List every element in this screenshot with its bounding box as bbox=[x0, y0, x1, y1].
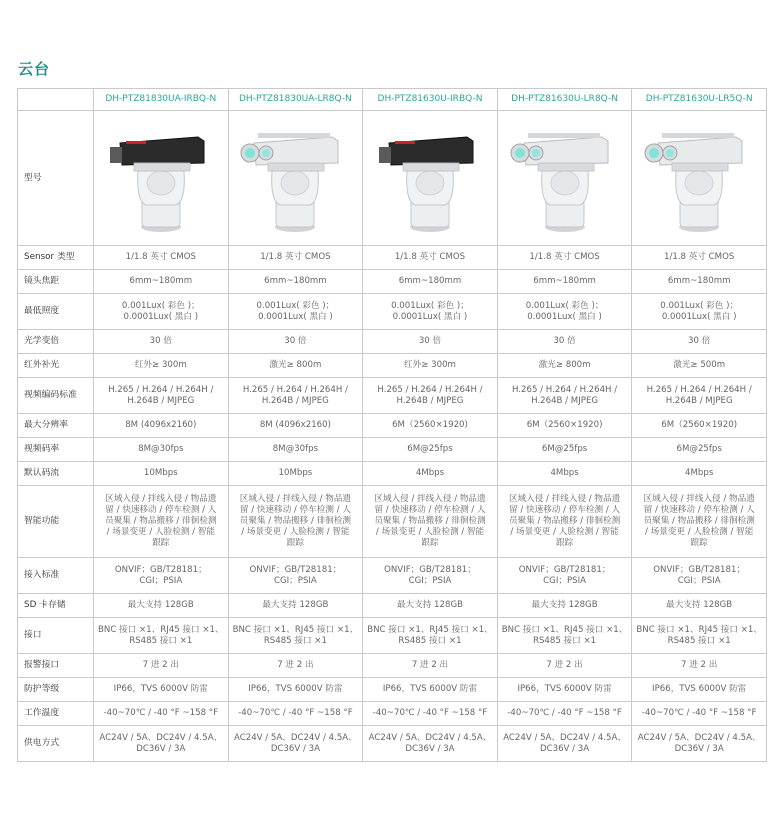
spec-label: 防护等级 bbox=[18, 678, 94, 702]
spec-value: 6mm~180mm bbox=[228, 270, 363, 294]
spec-value: 1/1.8 英寸 CMOS bbox=[363, 246, 498, 270]
spec-value: -40~70℃ / -40 °F ~158 °F bbox=[497, 702, 632, 726]
spec-value: ONVIF；GB/T28181； CGI；PSIA bbox=[94, 558, 229, 594]
spec-value: AC24V / 5A、DC24V / 4.5A、 DC36V / 3A bbox=[228, 726, 363, 762]
spec-value: 7 进 2 出 bbox=[363, 654, 498, 678]
image-row-label: 型号 bbox=[18, 111, 94, 246]
spec-value: 30 倍 bbox=[228, 330, 363, 354]
spec-value: AC24V / 5A、DC24V / 4.5A、 DC36V / 3A bbox=[497, 726, 632, 762]
spec-value: 0.001Lux( 彩色 )； 0.0001Lux( 黑白 ) bbox=[497, 294, 632, 330]
spec-value: AC24V / 5A、DC24V / 4.5A、 DC36V / 3A bbox=[363, 726, 498, 762]
spec-value: 6M（2560×1920) bbox=[632, 414, 767, 438]
spec-value: 30 倍 bbox=[94, 330, 229, 354]
spec-value: 区域入侵 / 拌线入侵 / 物品遗 留 / 快速移动 / 停车检测 / 人 员聚集 / 物品搬移 / 徘徊检测 / 场景变更 / 人脸检测 / 智能 跟踪 bbox=[94, 486, 229, 558]
spec-value: 红外≥ 300m bbox=[94, 354, 229, 378]
model-header-row bbox=[18, 89, 767, 111]
spec-value: 最大支持 128GB bbox=[228, 594, 363, 618]
spec-value: 4Mbps bbox=[632, 462, 767, 486]
spec-value: 6mm~180mm bbox=[632, 270, 767, 294]
spec-value: 最大支持 128GB bbox=[363, 594, 498, 618]
spec-value: 区域入侵 / 拌线入侵 / 物品遗 留 / 快速移动 / 停车检测 / 人 员聚集 / 物品搬移 / 徘徊检测 / 场景变更 / 人脸检测 / 智能 跟踪 bbox=[632, 486, 767, 558]
spec-value: 6mm~180mm bbox=[363, 270, 498, 294]
spec-value: 最大支持 128GB bbox=[94, 594, 229, 618]
spec-value: 4Mbps bbox=[363, 462, 498, 486]
spec-row bbox=[18, 558, 767, 594]
spec-value: 0.001Lux( 彩色 )； 0.0001Lux( 黑白 ) bbox=[632, 294, 767, 330]
spec-label: 接入标准 bbox=[18, 558, 94, 594]
spec-value: ONVIF；GB/T28181； CGI；PSIA bbox=[363, 558, 498, 594]
spec-value: 7 进 2 出 bbox=[632, 654, 767, 678]
spec-value: 6M（2560×1920) bbox=[363, 414, 498, 438]
spec-value: BNC 接口 ×1、RJ45 接口 ×1、 RS485 接口 ×1 bbox=[363, 618, 498, 654]
model-name-cell: DH-PTZ81830UA-IRBQ-N bbox=[94, 89, 229, 111]
spec-row bbox=[18, 414, 767, 438]
spec-value: H.265 / H.264 / H.264H / H.264B / MJPEG bbox=[632, 378, 767, 414]
spec-label: Sensor 类型 bbox=[18, 246, 94, 270]
spec-value: 6mm~180mm bbox=[94, 270, 229, 294]
spec-value: 激光≥ 800m bbox=[497, 354, 632, 378]
spec-value: 30 倍 bbox=[497, 330, 632, 354]
spec-value: 6mm~180mm bbox=[497, 270, 632, 294]
camera-image-cell bbox=[497, 111, 632, 246]
spec-value: BNC 接口 ×1、RJ45 接口 ×1、 RS485 接口 ×1 bbox=[632, 618, 767, 654]
spec-value: 7 进 2 出 bbox=[497, 654, 632, 678]
spec-value: H.265 / H.264 / H.264H / H.264B / MJPEG bbox=[228, 378, 363, 414]
spec-row bbox=[18, 378, 767, 414]
spec-value: ONVIF；GB/T28181； CGI；PSIA bbox=[497, 558, 632, 594]
spec-value: 区域入侵 / 拌线入侵 / 物品遗 留 / 快速移动 / 停车检测 / 人 员聚集 / 物品搬移 / 徘徊检测 / 场景变更 / 人脸检测 / 智能 跟踪 bbox=[228, 486, 363, 558]
spec-value: 7 进 2 出 bbox=[94, 654, 229, 678]
model-name-cell: DH-PTZ81830UA-LR8Q-N bbox=[228, 89, 363, 111]
spec-value: 4Mbps bbox=[497, 462, 632, 486]
spec-value: 6M@25fps bbox=[632, 438, 767, 462]
spec-value: IP66，TVS 6000V 防雷 bbox=[94, 678, 229, 702]
image-row bbox=[18, 111, 767, 246]
spec-table bbox=[17, 88, 767, 762]
spec-row bbox=[18, 462, 767, 486]
spec-value: BNC 接口 ×1、RJ45 接口 ×1、 RS485 接口 ×1 bbox=[228, 618, 363, 654]
spec-value: -40~70℃ / -40 °F ~158 °F bbox=[94, 702, 229, 726]
spec-value: 7 进 2 出 bbox=[228, 654, 363, 678]
spec-row bbox=[18, 354, 767, 378]
spec-row bbox=[18, 246, 767, 270]
spec-value: IP66，TVS 6000V 防雷 bbox=[363, 678, 498, 702]
spec-value: H.265 / H.264 / H.264H / H.264B / MJPEG bbox=[94, 378, 229, 414]
spec-label: 视频码率 bbox=[18, 438, 94, 462]
model-name-cell: DH-PTZ81630U-LR5Q-N bbox=[632, 89, 767, 111]
spec-value: 1/1.8 英寸 CMOS bbox=[228, 246, 363, 270]
spec-value: AC24V / 5A、DC24V / 4.5A、 DC36V / 3A bbox=[632, 726, 767, 762]
spec-value: -40~70℃ / -40 °F ~158 °F bbox=[632, 702, 767, 726]
spec-value: ONVIF；GB/T28181； CGI；PSIA bbox=[228, 558, 363, 594]
spec-value: AC24V / 5A、DC24V / 4.5A、 DC36V / 3A bbox=[94, 726, 229, 762]
spec-value: 6M@25fps bbox=[363, 438, 498, 462]
section-title: 云台 bbox=[18, 60, 51, 78]
spec-value: 最大支持 128GB bbox=[497, 594, 632, 618]
spec-value: 激光≥ 800m bbox=[228, 354, 363, 378]
spec-label: 视频编码标准 bbox=[18, 378, 94, 414]
ptz-camera-icon bbox=[240, 119, 350, 237]
spec-value: H.265 / H.264 / H.264H / H.264B / MJPEG bbox=[497, 378, 632, 414]
model-name-cell: DH-PTZ81630U-IRBQ-N bbox=[363, 89, 498, 111]
spec-value: IP66，TVS 6000V 防雷 bbox=[632, 678, 767, 702]
camera-image-cell bbox=[363, 111, 498, 246]
spec-value: ONVIF；GB/T28181； CGI；PSIA bbox=[632, 558, 767, 594]
ptz-camera-icon bbox=[375, 119, 485, 237]
camera-image-cell bbox=[228, 111, 363, 246]
spec-value: 6M@25fps bbox=[497, 438, 632, 462]
spec-label: 供电方式 bbox=[18, 726, 94, 762]
spec-value: 激光≥ 500m bbox=[632, 354, 767, 378]
spec-label: 默认码流 bbox=[18, 462, 94, 486]
ptz-camera-icon bbox=[644, 119, 754, 237]
spec-value: 10Mbps bbox=[94, 462, 229, 486]
spec-row bbox=[18, 594, 767, 618]
model-name-cell: DH-PTZ81630U-LR8Q-N bbox=[497, 89, 632, 111]
ptz-camera-icon bbox=[106, 119, 216, 237]
spec-value: 区域入侵 / 拌线入侵 / 物品遗 留 / 快速移动 / 停车检测 / 人 员聚集 / 物品搬移 / 徘徊检测 / 场景变更 / 人脸检测 / 智能 跟踪 bbox=[497, 486, 632, 558]
spec-value: 0.001Lux( 彩色 )； 0.0001Lux( 黑白 ) bbox=[94, 294, 229, 330]
spec-label: 接口 bbox=[18, 618, 94, 654]
spec-row bbox=[18, 654, 767, 678]
spec-value: 30 倍 bbox=[363, 330, 498, 354]
header-corner-cell bbox=[18, 89, 94, 111]
spec-value: BNC 接口 ×1、RJ45 接口 ×1、 RS485 接口 ×1 bbox=[497, 618, 632, 654]
ptz-camera-icon bbox=[510, 119, 620, 237]
spec-value: 30 倍 bbox=[632, 330, 767, 354]
spec-value: 10Mbps bbox=[228, 462, 363, 486]
spec-value: 6M（2560×1920) bbox=[497, 414, 632, 438]
spec-value: 1/1.8 英寸 CMOS bbox=[497, 246, 632, 270]
spec-row bbox=[18, 726, 767, 762]
spec-value: 0.001Lux( 彩色 )； 0.0001Lux( 黑白 ) bbox=[363, 294, 498, 330]
spec-label: 光学变倍 bbox=[18, 330, 94, 354]
spec-value: 8M (4096x2160) bbox=[228, 414, 363, 438]
spec-value: 8M@30fps bbox=[94, 438, 229, 462]
spec-row bbox=[18, 438, 767, 462]
spec-label: 红外补光 bbox=[18, 354, 94, 378]
camera-image-cell bbox=[94, 111, 229, 246]
spec-row bbox=[18, 270, 767, 294]
spec-value: H.265 / H.264 / H.264H / H.264B / MJPEG bbox=[363, 378, 498, 414]
spec-row bbox=[18, 678, 767, 702]
spec-label: 最低照度 bbox=[18, 294, 94, 330]
spec-label: 最大分辨率 bbox=[18, 414, 94, 438]
spec-value: 0.001Lux( 彩色 )； 0.0001Lux( 黑白 ) bbox=[228, 294, 363, 330]
spec-row bbox=[18, 618, 767, 654]
spec-value: 8M@30fps bbox=[228, 438, 363, 462]
spec-value: IP66，TVS 6000V 防雷 bbox=[497, 678, 632, 702]
spec-value: 1/1.8 英寸 CMOS bbox=[94, 246, 229, 270]
spec-value: BNC 接口 ×1、RJ45 接口 ×1、 RS485 接口 ×1 bbox=[94, 618, 229, 654]
spec-value: IP66，TVS 6000V 防雷 bbox=[228, 678, 363, 702]
spec-value: -40~70℃ / -40 °F ~158 °F bbox=[363, 702, 498, 726]
spec-value: 红外≥ 300m bbox=[363, 354, 498, 378]
spec-label: 工作温度 bbox=[18, 702, 94, 726]
spec-label: 镜头焦距 bbox=[18, 270, 94, 294]
spec-value: 1/1.8 英寸 CMOS bbox=[632, 246, 767, 270]
spec-row bbox=[18, 702, 767, 726]
spec-row bbox=[18, 486, 767, 558]
camera-image-cell bbox=[632, 111, 767, 246]
spec-label: 智能功能 bbox=[18, 486, 94, 558]
spec-value: 最大支持 128GB bbox=[632, 594, 767, 618]
spec-value: 区域入侵 / 拌线入侵 / 物品遗 留 / 快速移动 / 停车检测 / 人 员聚集 / 物品搬移 / 徘徊检测 / 场景变更 / 人脸检测 / 智能 跟踪 bbox=[363, 486, 498, 558]
spec-label: 报警接口 bbox=[18, 654, 94, 678]
spec-label: SD 卡存储 bbox=[18, 594, 94, 618]
spec-value: 8M (4096x2160) bbox=[94, 414, 229, 438]
spec-value: -40~70℃ / -40 °F ~158 °F bbox=[228, 702, 363, 726]
spec-row bbox=[18, 294, 767, 330]
spec-row bbox=[18, 330, 767, 354]
